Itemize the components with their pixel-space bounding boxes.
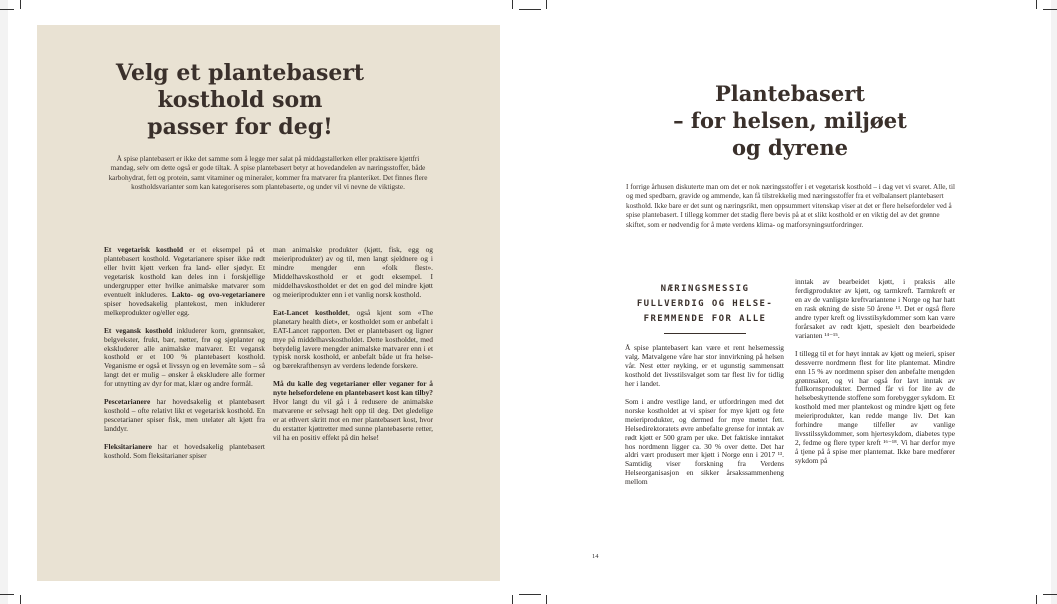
paragraph [273, 309, 433, 372]
left-intro: Å spise plantebasert er ikke det samme som å legge mer salat på middagstallerken eller praktisere kjøttfri mandag, selv om dette også er gode tiltak. Å spise plantebasert betyr at hovedandelen av næringsstoffer, både karbohydrat, fett og protein, samt vitaminer og mineraler, kommer fra matvarer fra planteriket. Det finnes flere kostholdsvarianter som kan kategoriseres som plantebaserte, og under vil vi nevne de viktigste. [108, 155, 428, 192]
paragraph-text: inkluderer korn, grønnsaker, belgvekster, frukt, bær, nøtter, frø og sjøplanter og ekskluderer alle animalske matvarer. Et vegansk kosthold er et 100 % plantebasert kosthold. Veganisme er også et livssyn og en levemåte som – så langt det er mulig – ønsker å ekskludere alle former for utnytting av dyr for mat, klær og andre formål. [104, 325, 265, 389]
title-line: passer for deg! [147, 114, 333, 140]
bold-lead: Et vegetarisk kosthold [104, 245, 184, 254]
paragraph [273, 380, 433, 443]
crop-mark [1043, 594, 1057, 595]
title-line: – for helsen, miljøet [673, 108, 907, 133]
right-column-2 [795, 278, 955, 475]
paragraph: I tillegg til et for høyt inntak av kjøtt og meieri, spiser dessverre nordmenn flest for lite plantemat. Mindre enn 15 % av nordmenn spiser den anbefalte mengden grønnsaker, og vi har også for lavt inntak av fullkornsprodukter. Dermed får vi for lite av de helsebeskyttende stoffene som forebygger sykdom. Et kosthold med mer plantekost og mindre kjøtt og fete meieriprodukter, kan redde mange liv. Det kan forhindre mange tilfeller av vanlige livsstilssykdommer, som hjertesykdom, diabetes type 2, fedme og flere typer kreft ¹⁶⁻¹⁸. Vi har derfor mye å tjene på å spise mer plantemat. Ikke bare medfører sykdom på [795, 348, 955, 466]
crop-mark [1043, 9, 1057, 10]
paragraph [104, 246, 265, 318]
paragraph [104, 443, 265, 461]
crop-mark [512, 0, 513, 9]
left-column-1 [104, 246, 265, 470]
crop-mark [1036, 0, 1037, 9]
section-divider [664, 333, 746, 334]
heading-line: FREMMENDE FOR ALLE [643, 314, 767, 324]
paragraph-text: man animalske produkter (kjøtt, fisk, egg og meieriprodukter) av og til, men langt sjeldnere og i mindre mengder enn «folk flest». Middelhavskosthold er et godt eksempel. I middelhavskostholdet er det en god del mindre kjøtt og meieriprodukter enn i et vanlig norsk kosthold. [273, 245, 433, 299]
paragraph-text: har et hovedsakelig plantebasert kosthold. Som fleksitarianer spiser [104, 442, 265, 461]
paragraph: Å spise plantebasert kan være et rent helsemessig valg. Matvalgene våre har stor innvirkning på helsen vår. Nest etter røyking, er et ugunstig sammensatt kosthold det livsstilsvalget som tar flest liv for tidlig her i landet. [625, 343, 784, 388]
bold-lead: Fleksitarianere [104, 442, 152, 452]
crop-mark [546, 0, 547, 9]
paragraph: inntak av bearbeidet kjøtt, i praksis alle ferdigprodukter av kjøtt, og tarmkreft. Tarmkreft er en av de vanligste kreftvariantene i Norge og har hatt en rask økning de siste 50 årene ¹³. Det er også flere andre typer kreft og livsstilsykdommer som kan være forårsaket av rødt kjøtt, spesielt den bearbeidede varianten ¹⁴⁻¹⁵. [795, 277, 955, 340]
right-column-1 [625, 344, 784, 496]
crop-mark [20, 595, 21, 604]
paragraph-text: spiser hovedsakelig plantekost, men inkluderer melkeprodukter og/eller egg. [104, 298, 265, 317]
page-number: 14 [592, 553, 599, 560]
bold-lead: Pescetarianere [104, 397, 151, 407]
crop-mark [546, 595, 547, 604]
bold-lead: Må du kalle deg vegetarianer eller veganer for å nyte helsefordelene en plantebasert kost kan tilby? [273, 379, 433, 398]
crop-mark [1036, 595, 1037, 604]
crop-mark [0, 9, 14, 10]
crop-mark [0, 594, 14, 595]
paragraph-text: Hvor langt du vil gå i å redusere de animalske matvarene er selvsagt helt opp til deg. Det gledelige er at ethvert skritt mot en mer plantebasert kost, hvor du erstatter kjøttretter med sunne plantebaserte retter, vil ha en positiv effekt på din helse! [273, 397, 433, 443]
paragraph-text: er et eksempel på et plantebasert kosthold. Vegetarianere spiser ikke rødt eller hvitt kjøtt verken fra land- eller sjødyr. Et vegetarisk kosthold kan deles inn i forskjellige undergrupper etter hvilke animalske matvarer som eventuelt inkluderes. [104, 245, 265, 299]
title-line: Velg et plantebasert [115, 60, 365, 86]
left-column-2 [273, 246, 433, 452]
heading-line: FULLVERDIG OG HELSE- [636, 299, 774, 309]
right-page-title [640, 80, 940, 161]
left-page-title [110, 60, 370, 141]
crop-mark [512, 595, 513, 604]
crop-mark [519, 9, 541, 10]
paragraph-text: , også kjent som «The planetary health diet», er kostholdet som er anbefalt i EAT-Lancet rapporten. Det er plantebasert og ligner mye på middelhavskostholdet. Dette kostholdet, med betydelig lavere mengder animalske matvarer enn i et typisk norsk kosthold, er anbefalt både ut fra helse- og bærekrafthensyn av verdens ledende forskere. [273, 307, 433, 371]
paragraph [104, 398, 265, 434]
paragraph: Som i andre vestlige land, er utfordringen med det norske kostholdet at vi spiser for mye kjøtt og fete meieriprodukter, og dermed for mye mettet fett. Helsedirektoratets øvre anbefalte grense for inntak av rødt kjøtt er 500 gram per uke. Det faktiske inntaket hos nordmenn ligger ca. 30 % over dette. Det har aldri vært produsert mer kjøtt i Norge enn i 2017 ¹³. Samtidig viser forskning fra Verdens Helseorganisasjon en sikker årsakssammenheng mellom [625, 396, 784, 487]
paragraph-text: har hovedsakelig et plantebasert kosthold – ofte relativt likt et vegetarisk kosthold. En pescetarianer spiser fisk, men utelater alt kjøtt fra landdyr. [104, 397, 265, 434]
paragraph [104, 327, 265, 390]
paragraph [273, 246, 433, 300]
bold-lead: Lakto- og ovo-vegetarianere [171, 289, 265, 299]
crop-mark [519, 594, 541, 595]
title-line: Plantebasert [715, 81, 865, 106]
title-line: og dyrene [732, 135, 848, 160]
section-heading [632, 282, 778, 327]
heading-line: NÆRINGSMESSIG [660, 284, 750, 294]
bold-lead: Et vegansk kosthold [104, 325, 173, 335]
right-intro: I forrige århusen diskuterte man om det er nok næringsstoffer i et vegetarisk kosthold – i dag vet vi svaret. Alle, til og med spedbarn, gravide og ammende, kan få tilstrekkelig med næringsstoffer fra et velbalansert plantebasert kosthold. Ikke bare er det sunt og næringsrikt, men oppsummert vitenskap viser at det er flere helsefordeler ved å spise plantebasert. I tillegg kommer det stadig flere bevis på at et slikt kosthold er en viktig del av det grønne skiftet, som er nødvendig for å møte verdens klima- og matforsyningsutfordringer. [626, 183, 956, 229]
bold-lead: Eat-Lancet kostholdet [273, 307, 348, 317]
crop-mark [20, 0, 21, 9]
title-line: kosthold som [157, 87, 323, 113]
